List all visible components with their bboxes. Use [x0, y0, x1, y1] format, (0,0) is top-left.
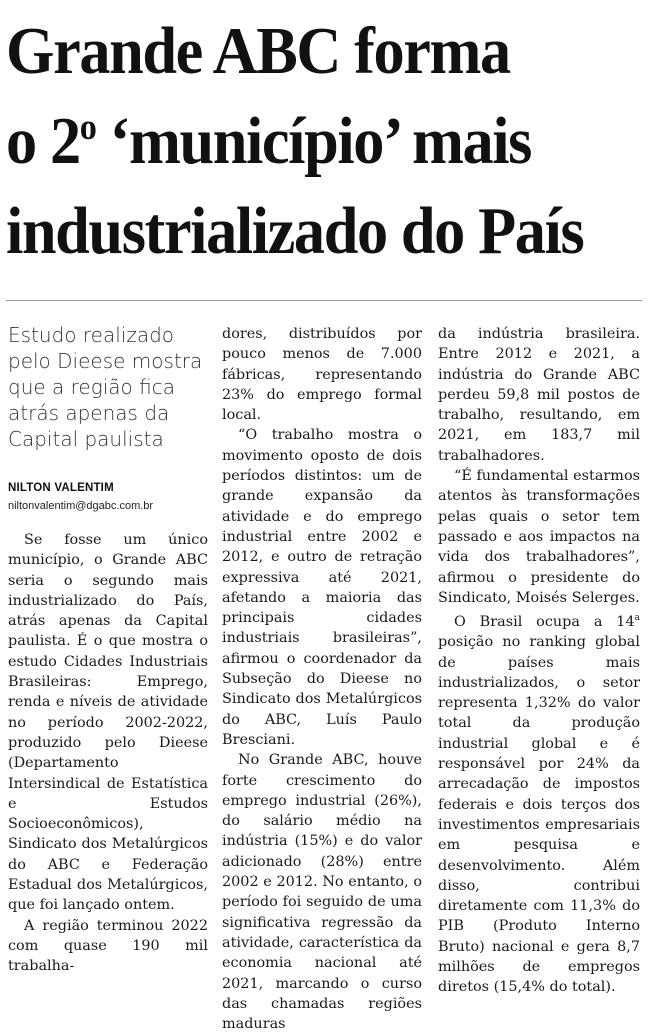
ordinal-superscript: o: [79, 106, 96, 148]
paragraph-2-end: dores, distribuídos por pouco menos de 7.000 fábricas, representando 23% do emprego formal local.: [222, 326, 422, 424]
headline-line-1: Grande ABC forma: [6, 14, 510, 88]
headline-line-2-post: ‘município’ mais: [95, 104, 531, 178]
headline-divider: [6, 300, 642, 301]
article-column-3: [438, 324, 640, 998]
article-column-2: [222, 324, 422, 1034]
headline-line-2: [6, 96, 601, 186]
ordinal-superscript-2: a: [634, 613, 640, 624]
paragraph-6: [438, 608, 640, 997]
subheadline: Estudo realizado pelo Dieese mostra que a região fica atrás apenas da Capital paulista: [8, 323, 203, 451]
headline-line-3: industrializado do País: [6, 194, 584, 268]
paragraph-5: “É fundamental estarmos atentos às transformações pelas quais o setor tem passado e aos impactos na vida dos trabalhadores”, afirmou o presidente do Sindicato, Moisés Selerges.: [438, 468, 640, 606]
paragraph-4-start: No Grande ABC, houve forte crescimento do emprego industrial (26%), do salário médio na indústria (15%) e do valor adicionado (28%) entre 2002 e 2012. No entanto, o período foi seguido de uma significativa regressão da atividade, característica da economia nacional até 2021, marcando o curso das chamadas regiões maduras: [222, 752, 422, 1033]
paragraph-1: Se fosse um único município, o Grande ABC seria o segundo mais industrializado do País, atrás apenas da Capital paulista. É o que mostra o estudo Cidades Industriais Brasileiras: Emprego, renda e níveis de atividade no período 2002-2022, produzido pelo Dieese (Departamento Intersindical de Estatística e Estudos Socioeconômicos), Sindicato dos Metalúrgicos do ABC e Federação Estadual dos Metalúrgicos, que foi lançado ontem.: [8, 532, 208, 914]
paragraph-3: “O trabalho mostra o movimento oposto de dois períodos distintos: um de grande expansão da atividade e do emprego industrial entre 2002 e 2012, e outro de retração expressiva até 2021, afetando a maioria das principais cidades industriais brasileiras”, afirmou o coordenador da Subseção do Dieese no Sindicato dos Metalúrgicos do ABC, Luís Paulo Bresciani.: [222, 427, 422, 748]
paragraph-6-pre: O Brasil ocupa a 14: [454, 613, 635, 630]
paragraph-2-start: A região terminou 2022 com quase 190 mil trabalha-: [8, 917, 208, 975]
paragraph-6-post: posição no ranking global de países mais industrializados, o setor representa 1,32% do valor total da produção industrial global e é responsável por 24% da arrecadação de impostos federais e dois terços dos investimentos empresariais em pesquisa e desenvolvimento. Além disso, contribui diretamente com 11,3% do PIB (Produto Interno Bruto) nacional e gera 8,7 milhões de empregos diretos (15,4% do total).: [438, 634, 640, 996]
headline-line-2-pre: o 2: [6, 104, 80, 178]
author-email: niltonvalentim@dgabc.com.br: [8, 500, 154, 512]
headline: [6, 6, 601, 276]
paragraph-4-end: da indústria brasileira. Entre 2012 e 2021, a indústria do Grande ABC perdeu 59,8 mil postos de trabalho, resultando, em 2021, em 183,7 mil trabalhadores.: [438, 326, 640, 464]
article-column-1: [8, 530, 208, 977]
author-name: NILTON VALENTIM: [8, 482, 114, 494]
